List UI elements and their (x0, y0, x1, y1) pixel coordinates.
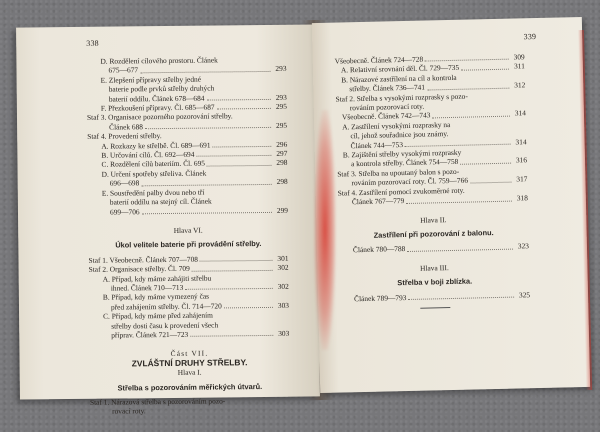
dot-leader (460, 163, 511, 165)
toc-entry-page: 303 (278, 328, 290, 338)
toc-entry-line: A. Zastřílení vysokými rozprasky na (342, 119, 451, 132)
toc-entry-page: 323 (517, 241, 530, 251)
toc-entry-page: 314 (515, 136, 527, 147)
toc-entry-title: střelby. Článek 736—741 (349, 82, 426, 94)
dot-leader (192, 269, 273, 271)
toc-entry-title: A. Relativní srovnání děl. Čl. 729—735 (340, 63, 460, 75)
dot-leader (408, 297, 514, 300)
toc-entry-page: 295 (275, 101, 287, 111)
dot-leader (206, 99, 270, 101)
toc-entry-line: baterií oddílu na stejný cíl. Článek (109, 196, 212, 207)
dot-leader (185, 288, 273, 290)
dot-leader (141, 184, 271, 186)
dot-leader (142, 212, 272, 214)
table-of-contents (335, 52, 531, 310)
toc-entry-line: B. Nárazové zastřílení na cíl a kontrola (341, 72, 457, 85)
toc-entry-title: rováním pozorovací roty. Čl. 759—766 (351, 175, 469, 188)
section-title: Střelba v boji zblízka. (397, 276, 473, 288)
toc-entry-page: 314 (514, 108, 527, 118)
dot-leader (140, 71, 270, 73)
red-stain (314, 110, 336, 350)
toc-entry-page: 303 (277, 300, 290, 310)
toc-entry-title: a kontrola střelby. Článek 754—758 (350, 157, 459, 169)
toc-entry-line: baterie podle prvků střelby druhých (108, 83, 215, 94)
section-title: Úkol velitele baterie při provádění střelby. (115, 239, 262, 250)
part-heading: Část VII. (170, 348, 209, 359)
chapter-heading: Hlava I. (177, 367, 202, 378)
dot-leader (461, 68, 509, 70)
toc-entry-page: 309 (513, 52, 525, 62)
dot-leader (217, 108, 271, 110)
chapter-heading: Hlava VI. (173, 225, 203, 235)
toc-entry-title: Článek 780—788 (352, 244, 406, 255)
part-title: ZVLÁŠTNÍ DRUHY STŘELBY. (131, 356, 248, 369)
toc-entry-title: Článek 767—779 (351, 196, 405, 207)
toc-entry-title: C. Rozdělení cílů bateriím. Čl. 695 (101, 159, 205, 170)
dot-leader (207, 165, 272, 167)
dot-leader (196, 155, 271, 157)
toc-entry-title: F. Přezkoušení přípravy. Čl. 685—687 (100, 102, 215, 113)
toc-entry-title: Článek 744—753 (350, 139, 404, 150)
toc-entry-title: D. Určení spotřeby střeliva. Článek (101, 168, 207, 179)
toc-entry-page: 299 (276, 205, 289, 215)
toc-entry-title: 696—698 (109, 178, 140, 188)
toc-entry-page: 293 (275, 92, 287, 102)
dot-leader (213, 146, 272, 148)
toc-entry-line: Staf 2. Střelba s vysokými rozprasky s pozo- (335, 91, 468, 104)
dot-leader (224, 307, 273, 309)
dot-leader (190, 335, 273, 337)
toc-entry-line: Staf 4. Zastřílení pomocí zvukoměrné roty. (337, 185, 465, 198)
toc-entry-line: cíl, jehož souřadnice jsou známy. (350, 129, 449, 141)
dot-leader (200, 260, 273, 262)
toc-entry-line: E. Zlepšení přípravy střelby jedné (100, 74, 202, 85)
toc-entry-page: 325 (518, 289, 531, 300)
toc-entry-page: 302 (277, 262, 289, 272)
dot-leader (470, 181, 511, 183)
toc-entry-line: střelby dosti času k provedení všech (111, 320, 219, 331)
toc-entry-title: Všeobecně. Článek 742—743 (341, 110, 431, 122)
toc-entry-title: baterií oddílu. Článek 678—684 (108, 93, 205, 104)
toc-entry-page: 317 (516, 174, 528, 184)
chapter-heading: Hlava II. (420, 214, 447, 225)
left-page (16, 24, 320, 417)
toc-entry-page: 312 (514, 80, 526, 90)
chapter-heading: Hlava III. (419, 262, 449, 273)
toc-entry-title: 699—706 (109, 206, 140, 217)
toc-entry-title: A. Rozkazy ke střelbě. Čl. 689—691 (101, 140, 211, 151)
end-rule (420, 307, 450, 309)
toc-entry-line: C. Případ, kdy máme před zahájením (103, 310, 213, 321)
toc-entry-title: D. Rozdělení cílového prostoru. Článek (100, 55, 218, 66)
toc-entry-page: 311 (513, 61, 525, 71)
section-title: Střelba s pozorováním měřických útvarů. (117, 381, 263, 393)
toc-entry-page: 301 (277, 253, 289, 263)
toc-entry-title: Staf 4. Provedení střelby. (87, 131, 162, 142)
toc-entry-page: 298 (276, 158, 288, 168)
dot-leader (145, 127, 271, 129)
section-title: Zastřílení při pozorování z balonu. (373, 227, 494, 240)
toc-entry-page: 298 (276, 177, 288, 187)
toc-entry-title: rováním pozorovací roty. (349, 101, 425, 113)
toc-entry-page: 297 (276, 148, 288, 158)
toc-entry-title: ihned. Článek 710—713 (110, 282, 184, 293)
toc-entry-line: Staf 3. Organisace pozorného pozorování střelby. (86, 111, 233, 123)
toc-entry-line: rovací roty. (112, 406, 146, 417)
toc-entry-line: B. Zajištění střelby vysokými rozprasky (342, 147, 462, 160)
toc-entry-title: před zahájením střelby. Čl. 714—720 (110, 301, 222, 312)
toc-entry-title: Článek 789—793 (353, 292, 407, 303)
toc-entry-title: příprav. Článek 721—723 (111, 329, 189, 340)
toc-entry-page: 293 (275, 64, 287, 74)
page-number: 338 (86, 38, 99, 48)
toc-entry-page: 318 (516, 193, 528, 203)
toc-entry-page: 302 (277, 281, 289, 291)
toc-entry-title: Článek 688 (109, 122, 144, 132)
toc-entry-page: 296 (276, 139, 288, 149)
toc-entry-title: Staf 1. Všeobecně. Článek 707—708 (88, 254, 199, 265)
right-page (312, 17, 590, 393)
toc-entry-title: Staf 2. Organisace střelby. Čl. 709 (88, 263, 190, 274)
toc-entry-line: Staf 1. Nárazová střelba s pozorováním pozo- (89, 396, 226, 407)
toc-entry-line: B. Případ, kdy máme vymezený čas (102, 291, 210, 303)
toc-entry-line: Staf 3. Střelba na upoutaný balon s pozo- (337, 166, 460, 179)
toc-entry-page: 316 (515, 155, 528, 165)
toc-entry-line: A. Případ, kdy máme zahájiti střelbu (102, 273, 212, 284)
page-number: 339 (523, 32, 537, 42)
toc-entry-page: 295 (275, 120, 288, 130)
table-of-contents (86, 55, 290, 417)
toc-entry-title: 675—677 (108, 65, 139, 76)
toc-entry-line: E. Soustředění palby dvou nebo tří (101, 187, 205, 198)
toc-entry-title: B. Určování cílů. Čl. 692—694 (101, 149, 195, 160)
toc-entry-title: Všeobecně. Článek 724—728 (334, 54, 424, 66)
